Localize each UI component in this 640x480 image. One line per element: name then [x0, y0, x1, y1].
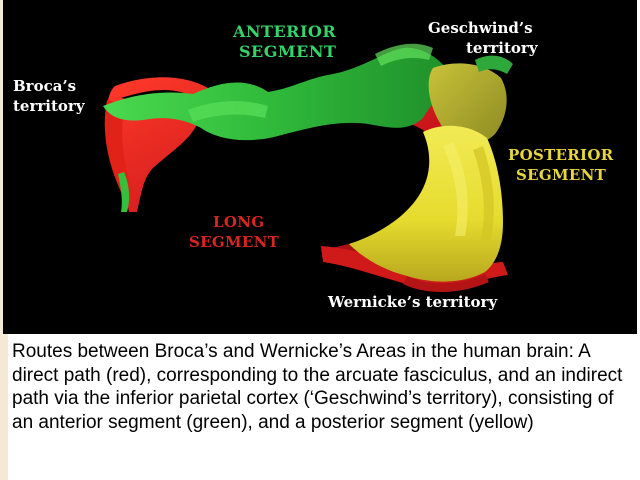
posterior-segment-label-line2: SEGMENT — [516, 166, 607, 184]
anterior-segment-label-line2: SEGMENT — [239, 42, 337, 61]
long-segment-label — [189, 212, 280, 252]
broca-territory-label — [13, 76, 85, 116]
wernicke-territory-label: Wernicke’s territory — [328, 293, 498, 311]
posterior-segment-label-line1: POSTERIOR — [508, 146, 614, 164]
geschwind-territory-label-line1: Geschwind’s — [428, 19, 533, 37]
anterior-segment-label-line1: ANTERIOR — [233, 22, 337, 41]
figure-caption: Routes between Broca’s and Wernicke’s Areas in the human brain: A direct path (red), corresponding to the arcuate fasciculus, and an indirect path via the inferior parietal cortex (‘Geschwind’s territory), consisting of an anterior segment (green), and a posterior segment (yellow) — [12, 341, 623, 433]
anterior-segment-label — [233, 22, 336, 62]
posterior-segment-label — [508, 145, 614, 185]
broca-territory-label-line2: territory — [13, 97, 85, 115]
geschwind-territory-label-line2: territory — [466, 39, 538, 57]
tractography-figure — [3, 0, 637, 334]
broca-territory-label-line1: Broca’s — [13, 77, 77, 95]
long-segment-label-line2: SEGMENT — [189, 233, 280, 251]
geschwind-territory-label — [428, 18, 538, 58]
long-segment-label-line1: LONG — [213, 213, 265, 231]
